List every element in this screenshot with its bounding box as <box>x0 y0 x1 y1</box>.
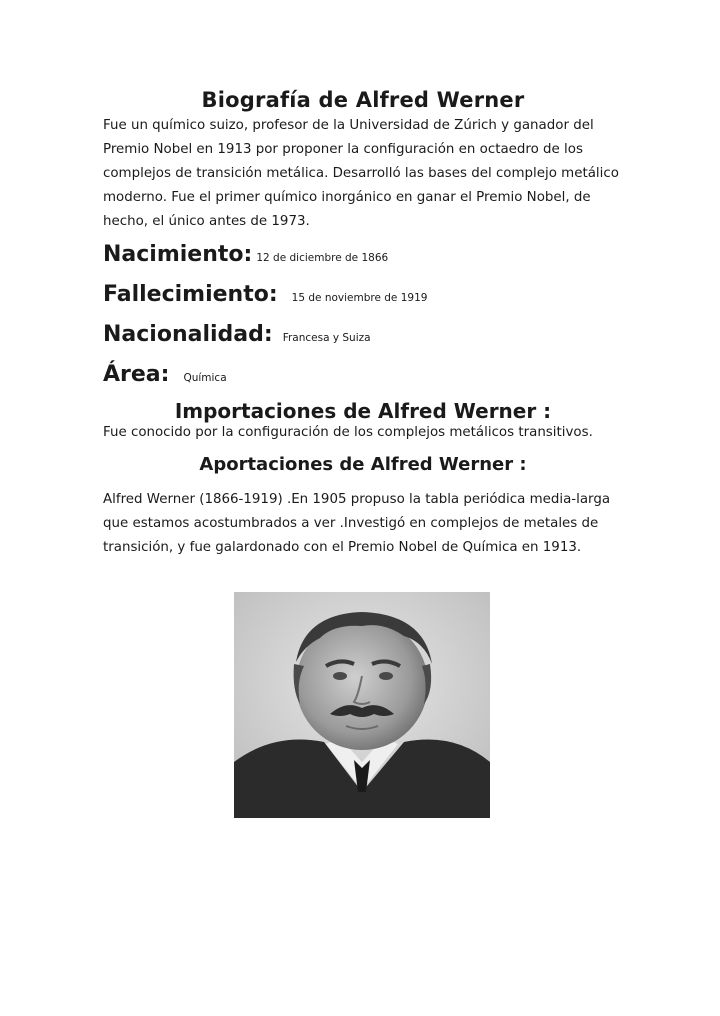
area-value: Química <box>183 372 227 384</box>
birth-value: 12 de diciembre de 1866 <box>256 252 389 264</box>
importaciones-text: Fue conocido por la configuración de los complejos metálicos transitivos. <box>103 425 593 440</box>
area-field <box>103 360 623 400</box>
nationality-value: Francesa y Suiza <box>282 332 371 344</box>
document-title: Biografía de Alfred Werner <box>201 88 525 112</box>
intro-paragraph: Fue un químico suizo, profesor de la Universidad de Zúrich y ganador del Premio Nobel en 1913 por proponer la configuración en octaedro de los complejos de transición metálica. Desarrolló las bases del complejo metálico moderno. Fue el primer químico inorgánico en ganar el Premio Nobel, de hecho, el único antes de 1973. <box>103 118 619 229</box>
death-field <box>103 280 623 320</box>
aportaciones-heading: Aportaciones de Alfred Werner : <box>199 454 527 475</box>
document-page <box>103 86 623 560</box>
area-label: Área: <box>103 362 170 387</box>
aportaciones-text: Alfred Werner (1866-1919) .En 1905 propuso la tabla periódica media-larga que estamos acostumbrados a ver .Investigó en complejos de metales de transición, y fue galardonado con el Premio Nobel de Química en 1913. <box>103 492 611 555</box>
death-label: Fallecimiento: <box>103 282 278 307</box>
portrait-photo <box>234 592 490 818</box>
birth-label: Nacimiento: <box>103 242 253 267</box>
birth-field <box>103 240 623 280</box>
importaciones-heading: Importaciones de Alfred Werner : <box>174 399 552 423</box>
nationality-field <box>103 320 623 360</box>
nationality-label: Nacionalidad: <box>103 322 273 347</box>
death-value: 15 de noviembre de 1919 <box>291 292 428 304</box>
